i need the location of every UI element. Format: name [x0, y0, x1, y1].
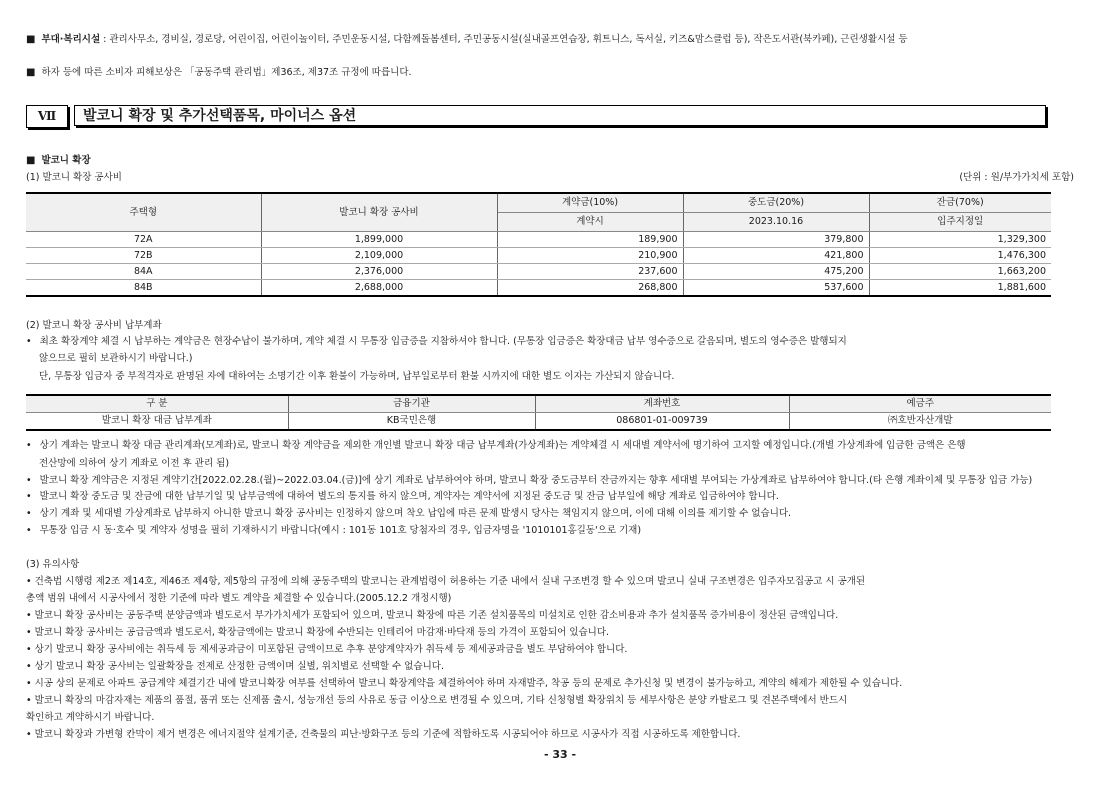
- balcony-sub1: [26, 172, 1100, 183]
- account-bullet-1-cont: 전산망에 의하여 상기 계좌로 이전 후 관리 됨): [39, 458, 230, 469]
- cell-cost: 2,109,000: [261, 248, 497, 264]
- cell-cost: 1,899,000: [261, 232, 497, 248]
- note-line: • 발코니 확장 공사비는 공급금액과 별도로서, 확장금액에는 발코니 확장에 수반되는 인테리어 마감재·바닥재 등의 가격이 포함되어 있습니다.: [26, 627, 610, 638]
- header-cost: 발코니 확장 공사비: [261, 193, 497, 232]
- note-line: 총액 범위 내에서 시공사에서 정한 기준에 따라 별도 계약을 체결할 수 있습니다.(2005.12.2 개정시행): [26, 593, 452, 604]
- table-row: [26, 264, 1051, 280]
- cell-middle: 421,800: [683, 248, 869, 264]
- header-balance: 잔금(70%): [869, 193, 1051, 213]
- table-row: [26, 248, 1051, 264]
- balcony-sub1-text: (1) 발코니 확장 공사비: [26, 172, 122, 183]
- square-bullet-icon: ■: [26, 67, 36, 78]
- cell-bank: KB국민은행: [288, 413, 535, 431]
- header-holder: 예금주: [789, 395, 1051, 413]
- unit-note: (단위 : 원/부가가치세 포함): [959, 172, 1074, 183]
- defect-text: 하자 등에 따른 소비자 피해보상은 「공동주택 관리법」제36조, 제37조 규정에 따릅니다.: [41, 67, 412, 78]
- bullet-icon: •: [26, 440, 32, 451]
- cell-balance: 1,881,600: [869, 280, 1051, 297]
- section-header: [26, 105, 1054, 129]
- bullet-icon: •: [26, 491, 32, 502]
- note-line: • 상기 발코니 확장 공사비에는 취득세 등 제세공과금이 미포함된 금액이므로 추후 분양계약자가 취득세 등 제세공과금을 별도 부담하여야 합니다.: [26, 644, 628, 655]
- header-balance-sub: 입주지정일: [869, 213, 1051, 232]
- cell-deposit: 210,900: [497, 248, 683, 264]
- bullet-icon: •: [26, 508, 32, 519]
- cell-kind: 발코니 확장 대금 납부계좌: [26, 413, 288, 431]
- header-deposit: 계약금(10%): [497, 193, 683, 213]
- cell-type: 72B: [26, 248, 261, 264]
- facilities-label: 부대·복리시설: [41, 34, 101, 45]
- cell-type: 72A: [26, 232, 261, 248]
- account-note1b: 않으므로 필히 보관하시기 바랍니다.): [39, 353, 193, 364]
- note-line: • 시공 상의 문제로 아파트 공급계약 체결기간 내에 발코니확장 여부를 선택하여 발코니 확장계약을 체결하여야 하며 자재발주, 착공 등의 문제로 추가신청 및 변경이 불가능하고, 계약의 해제가 제한될 수 있습니다.: [26, 678, 903, 689]
- account-bullet-3: • 발코니 확장 중도금 및 잔금에 대한 납부기일 및 납부금액에 대하여 별도의 통지를 하지 않으며, 계약자는 계약서에 지정된 중도금 및 잔금 납부일에 해당 계좌로 입금하여야 합니다.: [26, 491, 779, 502]
- cell-balance: 1,663,200: [869, 264, 1051, 280]
- page-number: - 33 -: [543, 748, 577, 761]
- cell-balance: 1,329,300: [869, 232, 1051, 248]
- table-row: [26, 232, 1051, 248]
- table-row: [26, 280, 1051, 297]
- account-note1a: • 최초 확장계약 체결 시 납부하는 계약금은 현장수납이 불가하며, 계약 체결 시 무통장 입금증을 지참하셔야 합니다. (무통장 입금증은 확장대금 납부 영수증으로 갈음되며, 별도의 영수증은 발행되지: [26, 336, 847, 347]
- square-bullet-icon: ■: [26, 34, 36, 45]
- defect-line: [26, 67, 1100, 79]
- cell-holder: ㈜호반자산개발: [789, 413, 1051, 431]
- account-bullet-4: • 상기 계좌 및 세대별 가상계좌로 납부하지 아니한 발코니 확장 공사비는 인정하지 않으며 착오 납입에 따른 문제 발생시 당사는 책임지지 않으며, 이에 대해 이의를 제기할 수 없습니다.: [26, 508, 792, 519]
- account-bullet-2: • 발코니 확장 계약금은 지정된 계약기간[2022.02.28.(월)~2022.03.04.(금)]에 상기 계좌로 납부하여야 하며, 발코니 확장 중도금부터 잔금까지는 향후 세대별 부여되는 가상계좌로 납부하여야 합니다.(타 은행 계좌이체 및 무통장 입금 가능): [26, 475, 1033, 486]
- note-line: • 건축법 시행령 제2조 제14호, 제46조 제4항, 제5항의 규정에 의해 공동주택의 발코니는 관계법령이 허용하는 기준 내에서 실내 구조변경 할 수 있으며 발코니 실내 구조변경은 입주자모집공고 시 공개된: [26, 576, 866, 587]
- account-sub2: (2) 발코니 확장 공사비 납부계좌: [26, 320, 162, 331]
- facilities-line: [26, 34, 1100, 46]
- account-note1c: 단, 무통장 입금자 중 부적격자로 판명된 자에 대하여는 소명기간 이후 환불이 가능하며, 납부일로부터 환불 시까지에 대한 별도 이자는 가산되지 않습니다.: [39, 371, 675, 382]
- header-bank: 금융기관: [288, 395, 535, 413]
- facilities-text: : 관리사무소, 경비실, 경로당, 어린이집, 어린이놀이터, 주민운동시설, 다함께돌봄센터, 주민공동시설(실내골프연습장, 휘트니스, 독서실, 키즈&맘스클럽 등), 작은도서관(북카페), 근린생활시설 등: [100, 34, 908, 45]
- note-line: • 발코니 확장 공사비는 공동주택 분양금액과 별도로서 부가가치세가 포함되어 있으며, 발코니 확장에 따른 기존 설치품목의 미설치로 인한 감소비용과 추가 설치품목 증가비용이 정산된 금액입니다.: [26, 610, 839, 621]
- section-title: 발코니 확장 및 추가선택품목, 마이너스 옵션: [74, 105, 1046, 126]
- note-line: 확인하고 계약하시기 바랍니다.: [26, 712, 155, 723]
- bullet-icon: •: [26, 336, 32, 347]
- cell-middle: 537,600: [683, 280, 869, 297]
- cell-balance: 1,476,300: [869, 248, 1051, 264]
- balcony-cost-table: [26, 192, 1051, 297]
- header-kind: 구 분: [26, 395, 288, 413]
- note-line: • 상기 발코니 확장 공사비는 일괄확장을 전제로 산정한 금액이며 실별, 위치별로 선택할 수 없습니다.: [26, 661, 444, 672]
- account-table: [26, 394, 1051, 431]
- header-middle-sub: 2023.10.16: [683, 213, 869, 232]
- bullet-icon: •: [26, 475, 32, 486]
- cell-deposit: 268,800: [497, 280, 683, 297]
- cell-middle: 475,200: [683, 264, 869, 280]
- cell-middle: 379,800: [683, 232, 869, 248]
- cell-number: 086801-01-009739: [535, 413, 789, 431]
- bullet-icon: •: [26, 525, 32, 536]
- square-bullet-icon: ■: [26, 155, 36, 166]
- cell-cost: 2,376,000: [261, 264, 497, 280]
- table-row: [26, 413, 1051, 431]
- notes-sub3: (3) 유의사항: [26, 559, 80, 570]
- cell-cost: 2,688,000: [261, 280, 497, 297]
- header-type: 주택형: [26, 193, 261, 232]
- account-bullet-1: • 상기 계좌는 발코니 확장 대금 관리계좌(모계좌)로, 발코니 확장 계약금을 제외한 개인별 발코니 확장 대금 납부계좌(가상계좌)는 계약체결 시 세대별 계약서에 명기하여 고지할 예정입니다.(개별 가상계좌에 입금한 금액은 은행: [26, 440, 966, 451]
- cell-deposit: 237,600: [497, 264, 683, 280]
- cell-type: 84A: [26, 264, 261, 280]
- note-line: • 발코니 확장과 가변형 칸막이 제거 변경은 에너지절약 설계기준, 건축물의 피난·방화구조 등의 기준에 적합하도록 시공되어야 하므로 시공사가 직접 시공하도록 제한합니다.: [26, 729, 741, 740]
- header-deposit-sub: 계약시: [497, 213, 683, 232]
- header-middle: 중도금(20%): [683, 193, 869, 213]
- balcony-heading: ■ 발코니 확장: [26, 155, 91, 166]
- account-bullet-5: • 무통장 입금 시 동·호수 및 계약자 성명을 필히 기재하시기 바랍니다(예시 : 101동 101호 당첨자의 경우, 입금자명을 '1010101홍길동'으로 기재): [26, 525, 642, 536]
- section-number: Ⅶ: [26, 105, 68, 128]
- cell-deposit: 189,900: [497, 232, 683, 248]
- note-line: • 발코니 확장의 마감자재는 제품의 품절, 품귀 또는 신제품 출시, 성능개선 등의 사유로 동급 이상으로 변경될 수 있으며, 기타 신청형별 확장위치 등 세부사항은 분양 카탈로그 및 견본주택에서 반드시: [26, 695, 848, 706]
- cell-type: 84B: [26, 280, 261, 297]
- header-number: 계좌번호: [535, 395, 789, 413]
